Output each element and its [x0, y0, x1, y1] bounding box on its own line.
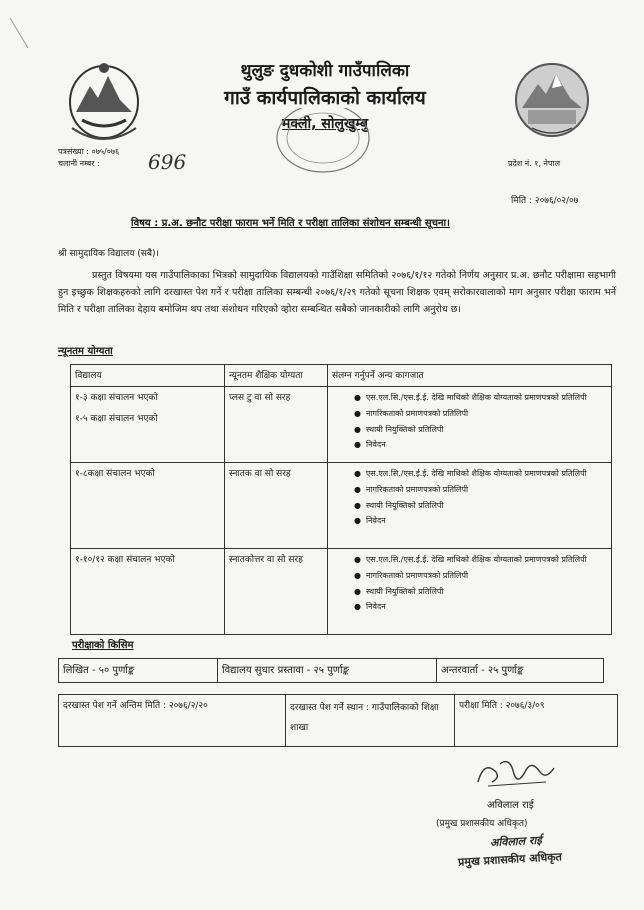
table-row — [71, 463, 612, 549]
deadline-last-date: दरखास्त पेश गर्ने अन्तिम मिति : २०७६/२/२० — [59, 695, 286, 747]
table-row — [71, 549, 612, 635]
list-item: ● स्थायी नियुक्तिको प्रतिलिपी — [366, 587, 607, 598]
qualification-table — [70, 364, 612, 635]
letter-body: प्रस्तुत विषयमा यस गाउँपालिकाका भित्रको सामुदायिक विद्यालयको गाउँशिक्षा समितिको २०७६/१/१२ गतेको निर्णय अनुसार प्र.अ. छनौट परीक्षामा सहभागी हुन इच्छुक शिक्षकहरुको लागि दरखास्त पेश गर्ने र परीक्षा तालिका सम्बन्धी २०७६/१/२९ गतेको सूचना शिक्षक एवम् सरोकारवालाको माग अनुसार परीक्षा फाराम भर्ने मिति र परीक्षा तालिका देहाय बमोजिम थप तथा संशोधन गरिएको व्होरा सम्बन्धित सबैको जानकारीको लागि अनुरोध छ। — [58, 270, 616, 315]
stamp-name: अविलाल राई — [489, 833, 543, 850]
signatory-title: (प्रमुख प्रशासकीय अधिकृत) — [436, 819, 528, 829]
table-cell-docs — [328, 387, 612, 463]
letter-subject: विषय : प्र.अ. छनौट परीक्षा फाराम भर्ने मिति र परीक्षा तालिका संशोधन सम्बन्धी सूचना। — [131, 218, 450, 229]
list-item: ● एस.एल.सि./एस.ई.ई. देखि माथिको शैक्षिक योग्यताको प्रमाणपत्रको प्रतिलिपी — [366, 555, 607, 566]
table-cell-docs — [328, 549, 612, 635]
office-seal-stamp — [268, 108, 378, 178]
letter-date: मिति : २०७६/०२/०७ — [511, 196, 579, 206]
table-cell-school: १-३ कक्षा संचालन भएको १-५ कक्षा संचालन भएको — [71, 387, 225, 463]
exam-heading: परीक्षाको किसिम — [72, 640, 134, 651]
list-item: ● एस.एल.सि./एस.ई.ई. देखि माथिको शैक्षिक योग्यताको प्रमाणपत्रको प्रतिलिपी — [366, 393, 607, 404]
pradesh-label: प्रदेश नं. १, नेपाल — [508, 159, 561, 168]
list-item: ● निवेदन — [366, 602, 607, 613]
nepal-emblem-icon — [62, 58, 146, 144]
list-item: ● स्थायी नियुक्तिको प्रतिलिपी — [366, 501, 607, 512]
table-row — [71, 387, 612, 463]
table-header: विद्यालय — [71, 365, 225, 387]
table-cell-school: १-८कक्षा संचालन भएको — [71, 463, 225, 549]
patra-sankhya: पत्रसंख्या : ०७५/०७६ — [58, 147, 120, 156]
deadline-exam-date: परीक्षा मिति : २०७६/३/०९ — [455, 695, 618, 747]
table-header-row — [71, 365, 612, 387]
table-row — [59, 659, 604, 683]
scan-mark — [8, 16, 32, 50]
chalani-label: चलानी नम्बर : — [58, 159, 100, 168]
office-name-line2: गाउँ कार्यपालिकाको कार्यालय — [224, 87, 426, 109]
office-address: मक्ली, सोलुखुम्बु — [282, 116, 368, 132]
signatory-name: अविलाल राई — [487, 800, 534, 811]
exam-type-cell: अन्तरवार्ता - २५ पुर्णाङ्क — [437, 659, 604, 683]
list-item: ● निवेदन — [366, 516, 607, 527]
table-cell-qualification: प्लस टु वा सो सरह — [225, 387, 328, 463]
list-item: ● नागरिकताको प्रमाणपत्रको प्रतिलिपी — [366, 485, 607, 496]
table-header: न्यूनतम शैक्षिक योग्यता — [225, 365, 328, 387]
stamp-title: प्रमुख प्रशासकीय अधिकृत — [457, 850, 563, 869]
signature-icon — [470, 752, 560, 792]
recipient: श्री सामुदायिक विद्यालय (सबै)। — [58, 249, 159, 259]
table-row — [59, 695, 618, 747]
table-cell-docs — [328, 463, 612, 549]
list-item: ● नागरिकताको प्रमाणपत्रको प्रतिलिपी — [366, 409, 607, 420]
list-item: ● निवेदन — [366, 440, 607, 451]
exam-type-table — [58, 658, 604, 683]
list-item: ● स्थायी नियुक्तिको प्रतिलिपी — [366, 425, 607, 436]
exam-type-cell: लिखित - ५० पुर्णाङ्क — [59, 659, 218, 683]
deadline-place: दरखास्त पेश गर्ने स्थान : गाउँपालिकाको शिक्षा शाखा — [286, 695, 455, 747]
deadline-table — [58, 694, 618, 747]
municipality-logo-icon — [514, 58, 590, 142]
qualification-heading: न्यूनतम योग्यता — [58, 346, 113, 357]
letterhead — [0, 0, 644, 174]
office-name-line1: थुलुङ दुधकोशी गाउँपालिका — [240, 61, 410, 81]
exam-type-cell: विद्यालय सुधार प्रस्तावा - २५ पुर्णाङ्क — [218, 659, 437, 683]
table-header: संलग्न गर्नुपर्ने अन्य कागजात — [328, 365, 612, 387]
list-item: ● एस.एल.सि./एस.ई.ई. देखि माथिको शैक्षिक योग्यताको प्रमाणपत्रको प्रतिलिपी — [366, 469, 607, 480]
table-cell-qualification: स्नातक वा सो सरह — [225, 463, 328, 549]
table-cell-school: १-१०/१२ कक्षा संचालन भएको — [71, 549, 225, 635]
list-item: ● नागरिकताको प्रमाणपत्रको प्रतिलिपी — [366, 571, 607, 582]
table-cell-qualification: स्नातकोत्तर वा सो सरह — [225, 549, 328, 635]
chalani-value: 696 — [148, 150, 187, 174]
